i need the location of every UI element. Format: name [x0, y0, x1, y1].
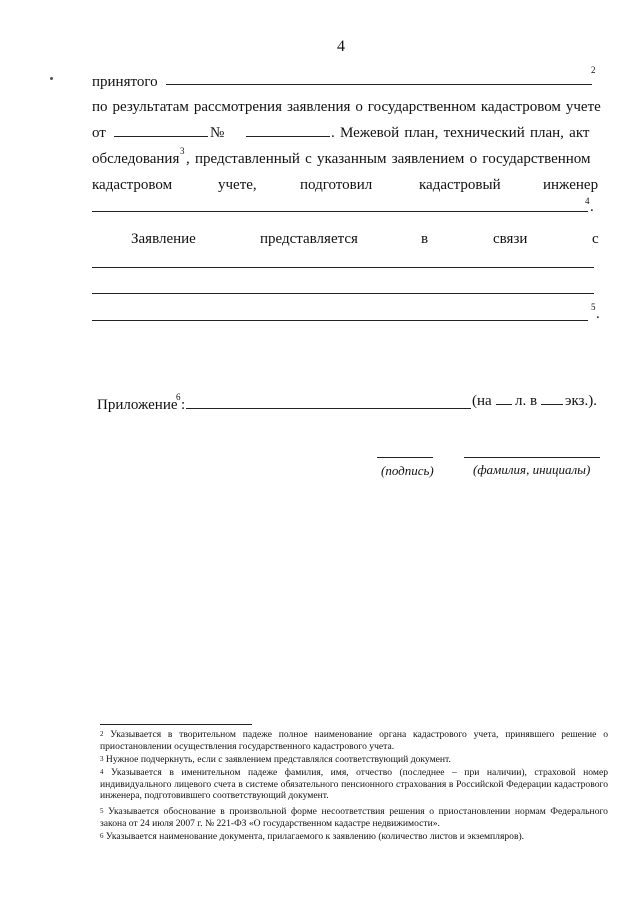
footnote-4: $^4$ Указывается в именительном падеже фамилия, имя, отчество (последнее – при наличии), страховой номер индивидуального лицевого счета в системе обязательного пенсионного страхования в Российской Федерации кадастрового инженера, подготовившего соответствующий документ. — [100, 767, 609, 802]
footnote-3-mark: 3 — [180, 146, 185, 156]
attachment-copies: экз.). — [565, 393, 597, 409]
footnote-5: $^5$ Указывается обоснование в произвольной форме несоответствия решения о приостановлении нормам Федерального закона от 24 июля 2007 г. № 221-ФЗ «О государственном кадастре недвижимости». — [100, 806, 608, 829]
from-word: от — [92, 125, 106, 141]
number-fill-line[interactable] — [246, 136, 330, 137]
para1-line2: по результатам рассмотрения заявления о государственном кадастровом учете — [92, 99, 601, 115]
signature-line[interactable] — [377, 457, 433, 458]
footnote-3: $^3$ Нужное подчеркнуть, если с заявлением представлялся соответствующий документ. — [100, 754, 451, 765]
word-prepared: подготовил — [300, 177, 373, 193]
word-connection: связи — [493, 231, 528, 247]
word-cadastral-2: кадастровый — [419, 177, 501, 193]
attachment-fill-line[interactable] — [186, 408, 471, 409]
footnote-2: $^2$ Указывается в творительном падеже полное наименование органа кадастрового учета, принявшего решение о приостановлении осуществления государственного кадастрового учета. — [100, 729, 608, 752]
attachment-sheets: л. в — [515, 393, 538, 409]
signature-caption: (подпись) — [381, 463, 434, 478]
attachment-label: Приложение — [97, 397, 178, 413]
period: . — [596, 306, 600, 322]
footnote-4-mark: 4 — [585, 196, 590, 206]
word-cadastral: кадастровом — [92, 177, 173, 193]
word-registration: учете, — [218, 177, 257, 193]
footnote-2-mark: 2 — [591, 65, 596, 75]
word-submitted: представляется — [260, 231, 358, 247]
inspection-rest: , представленный с указанным заявлением о государственном — [186, 151, 591, 167]
accepted-label: принятого — [92, 74, 158, 90]
reason-fill-line-3[interactable] — [92, 320, 588, 321]
reason-fill-line-2[interactable] — [92, 293, 594, 294]
engineer-fill-line[interactable] — [92, 211, 588, 212]
word-with: с — [592, 231, 599, 247]
name-line[interactable] — [464, 457, 600, 458]
footnote-5-mark: 5 — [591, 302, 596, 312]
page-number: 4 — [337, 38, 345, 55]
footnote-6: $^6$ Указывается наименование документа, прилагаемого к заявлению (количество листов и экземпляров). — [100, 831, 525, 842]
date-fill-line[interactable] — [114, 136, 208, 137]
reason-fill-line-1[interactable] — [92, 267, 594, 268]
inspection-word: обследования — [92, 151, 180, 167]
number-sign: № — [210, 125, 225, 141]
authority-fill-line[interactable] — [166, 84, 592, 85]
word-application: Заявление — [131, 231, 196, 247]
word-engineer: инженер — [543, 177, 599, 193]
period: . — [590, 199, 594, 215]
sheets-fill-line[interactable] — [496, 404, 512, 405]
footnote-6-mark: 6 — [176, 392, 181, 402]
word-in: в — [421, 231, 429, 247]
name-caption: (фамилия, инициалы) — [473, 462, 591, 477]
colon: : — [181, 397, 186, 413]
copies-fill-line[interactable] — [541, 404, 563, 405]
scan-speck — [50, 77, 53, 80]
survey-text: . Межевой план, технический план, акт — [331, 125, 590, 141]
attachment-on: (на — [472, 393, 492, 409]
footnote-separator — [100, 724, 252, 725]
